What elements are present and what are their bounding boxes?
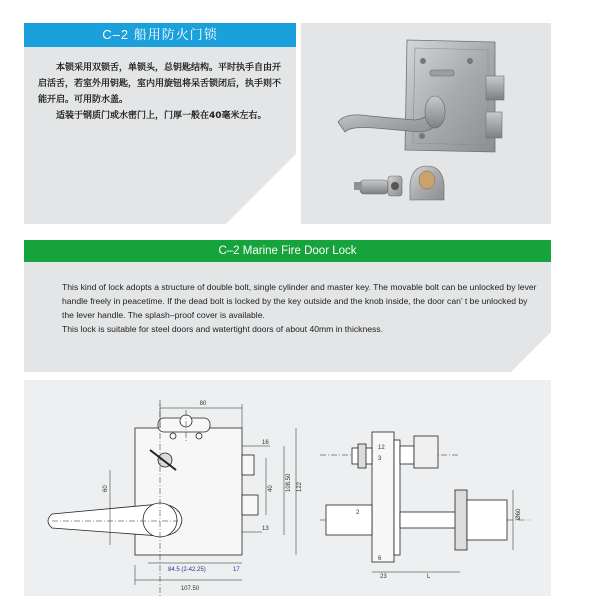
dim-16: 16 [262,440,269,446]
dim-12: 12 [378,445,385,451]
dim-40: 40 [268,485,274,492]
dim-60: 60 [103,485,109,492]
side-lever [326,505,372,535]
en-paragraph: This lock is suitable for steel doors and watertight doors of about 40mm in thickness. [62,324,383,334]
dim-108: 108.50 [286,473,292,492]
en-paragraph: This kind of lock adopts a structure of double bolt, single cylinder and master key. The movable bolt can be unlocked by lever handle freely in peacetime. If the dead bolt is locked by the key outside and the knob inside, the door can’ t be unlocked by the lever handle. The splash–proof cover is available. [62,282,537,320]
dim-bottom-width: 107.50 [180,586,200,592]
side-view-case [372,432,394,562]
dim-13: 13 [262,526,269,532]
dim-6: 6 [378,556,382,562]
en-title-bar: C–2 Marine Fire Door Lock [24,240,551,262]
dim-phi60: Ø60 [516,508,522,520]
side-knob [414,436,438,468]
dim-3: 3 [378,456,382,462]
dim-L: L [427,574,431,580]
dim-17: 17 [233,567,240,573]
front-view-case [135,428,242,555]
front-dead-bolt [242,495,258,515]
dim-2: 2 [356,510,360,516]
front-latch-bolt [242,455,254,475]
side-rose [455,490,467,550]
cn-paragraph: 本锁采用双锁舌，单锁头，总钥匙结构。平时执手自由开启活舌，若室外用钥匙，室内用旋钮将呆舌锁闭后，执手则不能开启。可用防水盖。 [38,63,282,105]
dim-84: 84.5 (2-42.25) [168,567,206,573]
dim-122: 122 [297,481,303,492]
dim-23: 23 [380,574,387,580]
cn-title-bar: C–2 船用防火门锁 [24,23,296,47]
cn-paragraph: 适装于钢质门或水密门上，门厚一般在40毫米左右。 [56,111,267,121]
dim-top-width: 80 [199,401,207,407]
